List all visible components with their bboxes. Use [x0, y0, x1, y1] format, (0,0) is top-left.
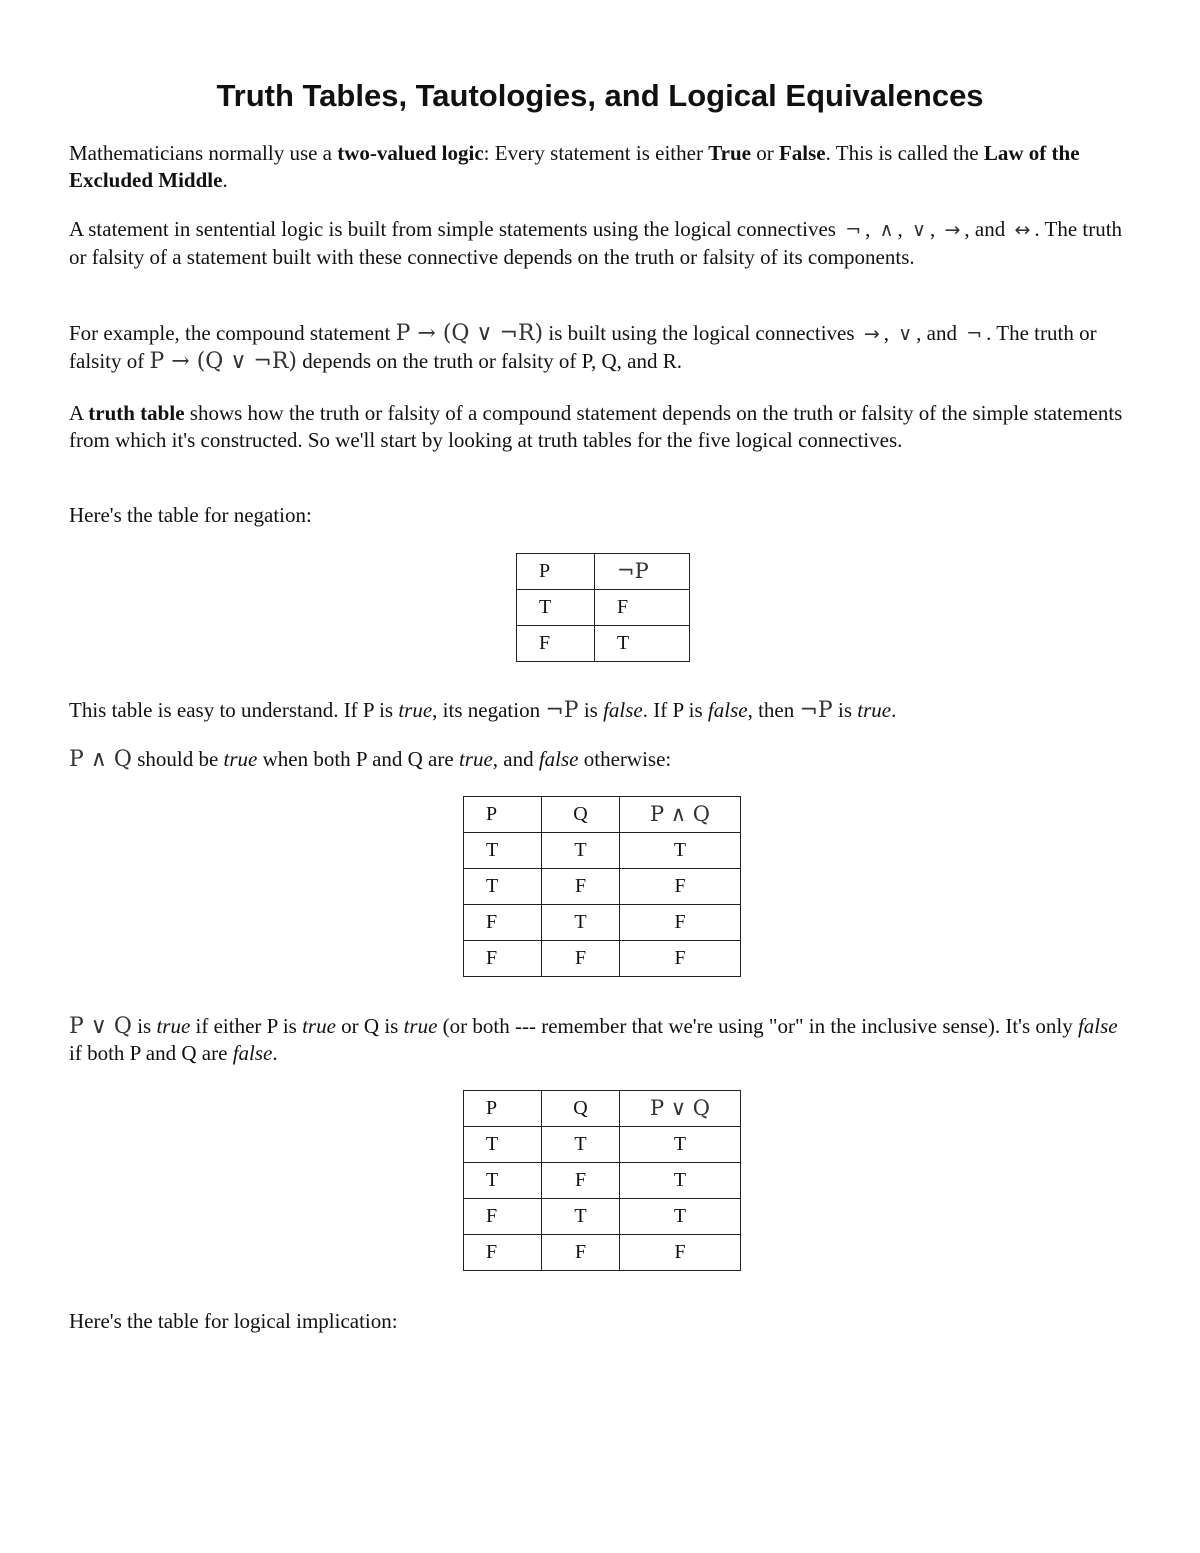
paragraph-negation-explanation: This table is easy to understand. If P is true, its negation ¬P is false. If P is false, then ¬P is true. [69, 698, 897, 723]
conjunction-truth-table [463, 796, 741, 977]
paragraph-disjunction-intro: P ∨ Q is true if either P is true or Q is true (or both --- remember that we're using "or" in the inclusive sense). It's only false if both P and Q are false. [69, 1014, 1118, 1065]
table-header-row: P Q P ∨ Q [464, 1091, 741, 1127]
table-row: T F F [464, 869, 741, 905]
formula-implication-2: P → (Q ∨ ¬R) [149, 349, 297, 374]
table-row: T T T [464, 833, 741, 869]
paragraph-truth-table-definition: A truth table shows how the truth or falsity of a compound statement depends on the truth or falsity of the simple statements from which it's constructed. So we'll start by looking at truth tables for the five logical connectives. [69, 401, 1123, 452]
formula-implication: P → (Q ∨ ¬R) [395, 321, 544, 346]
and-symbol: ∧ [879, 219, 894, 241]
page-title: Truth Tables, Tautologies, and Logical Equivalences [216, 78, 984, 113]
paragraph-two-valued-logic: Mathematicians normally use a two-valued logic: Every statement is either True or False. This is called the Law of the Excluded Middle. [69, 141, 1080, 192]
or-symbol: ∨ [912, 219, 926, 241]
table-row: T F [517, 590, 690, 626]
iff-symbol: ↔ [1014, 219, 1031, 241]
table-header-row: P ¬P [517, 554, 690, 590]
table-row: F F F [464, 1235, 741, 1271]
table-row: F F F [464, 941, 741, 977]
table-row: T T T [464, 1127, 741, 1163]
disjunction-truth-table [463, 1090, 741, 1271]
table-header-row: P Q P ∧ Q [464, 797, 741, 833]
implies-symbol: → [944, 219, 961, 241]
paragraph-implication-intro: Here's the table for logical implication: [69, 1309, 398, 1333]
paragraph-conjunction-intro: P ∧ Q should be true when both P and Q are true, and false otherwise: [69, 747, 672, 772]
negation-truth-table [516, 553, 690, 662]
negation-symbol: ¬ [845, 219, 862, 241]
table-row: F T T [464, 1199, 741, 1235]
table-row: T F T [464, 1163, 741, 1199]
paragraph-negation-intro: Here's the table for negation: [69, 503, 312, 527]
paragraph-compound-example: For example, the compound statement P → (Q ∨ ¬R) is built using the logical connectives → , ∨ , and ¬ . The truth or falsity of P → (Q ∨ ¬R) depends on the truth or falsity of P, Q, and R. [69, 321, 1097, 374]
table-row: F T [517, 626, 690, 662]
paragraph-connectives: A statement in sentential logic is built from simple statements using the logical connectives ¬ , ∧ , ∨ , → , and ↔ . The truth or falsity of a statement built with these connective depends on the truth or falsity of its components. [69, 217, 1123, 269]
table-row: F T F [464, 905, 741, 941]
